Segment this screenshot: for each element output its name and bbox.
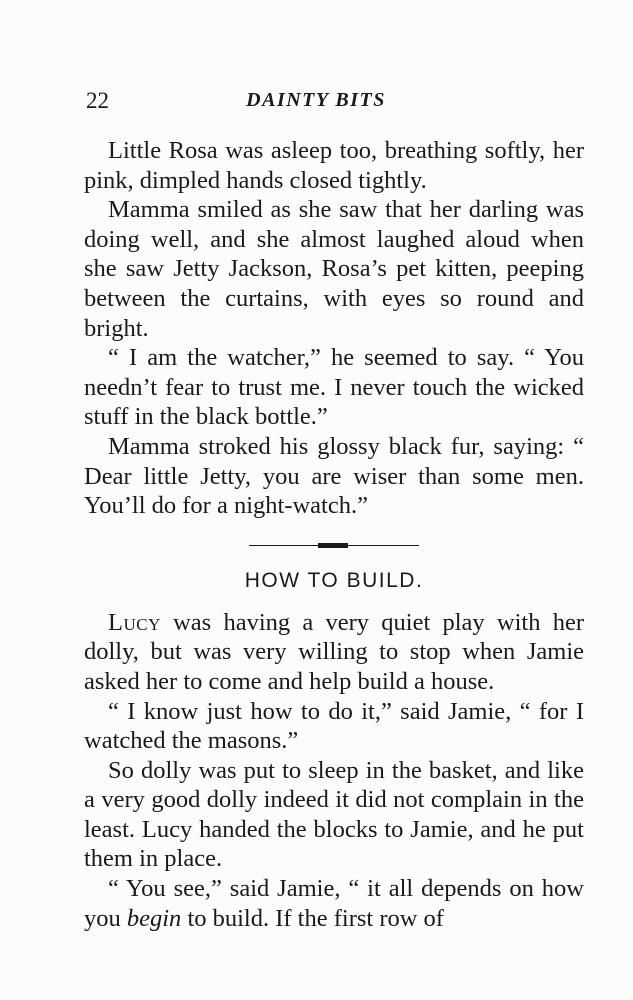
section-heading: HOW TO BUILD.	[244, 568, 424, 592]
paragraph: “ I am the watcher,” he seemed to say. “ You needn’t fear to trust me. I never touch the wicked stuff in the black bottle.”	[84, 344, 584, 431]
paragraph-text: to build. If the first row of	[181, 904, 444, 932]
paragraph: Little Rosa was asleep too, breathing softly, her pink, dimpled hands closed tightly.	[84, 137, 584, 194]
page-body	[84, 136, 584, 933]
paragraph: So dolly was put to sleep in the basket, and like a very good dolly indeed it did not complain in the least. Lucy handed the blocks to Jamie, and he put them in place.	[84, 756, 584, 873]
section-divider-ornament	[249, 542, 419, 550]
paragraph: Mamma smiled as she saw that her darling was doing well, and she almost laughed aloud when she saw Jetty Jackson, Rosa’s pet kitten, peeping between the curtains, with eyes so round and bright.	[84, 196, 584, 342]
paragraph-text: “ You see,” said Jamie, “ it all depends on how you	[84, 875, 584, 932]
running-title: DAINTY BITS	[246, 89, 386, 111]
page-header	[86, 88, 546, 118]
paragraph	[84, 608, 584, 697]
paragraph-lead-word: Lucy	[108, 608, 161, 636]
paragraph-text: was having a very quiet play with her dolly, but was very willing to stop when Jamie asked her to come and help build a house.	[84, 608, 584, 695]
divider-center-bar	[318, 543, 348, 548]
paragraph: “ I know just how to do it,” said Jamie, “ for I watched the masons.”	[84, 697, 584, 755]
emphasized-word: begin	[126, 904, 182, 932]
page-number: 22	[86, 88, 109, 113]
paragraph: Mamma stroked his glossy black fur, saying: “ Dear little Jetty, you are wiser than some men. You’ll do for a night-watch.”	[84, 432, 584, 520]
paragraph	[84, 874, 584, 933]
